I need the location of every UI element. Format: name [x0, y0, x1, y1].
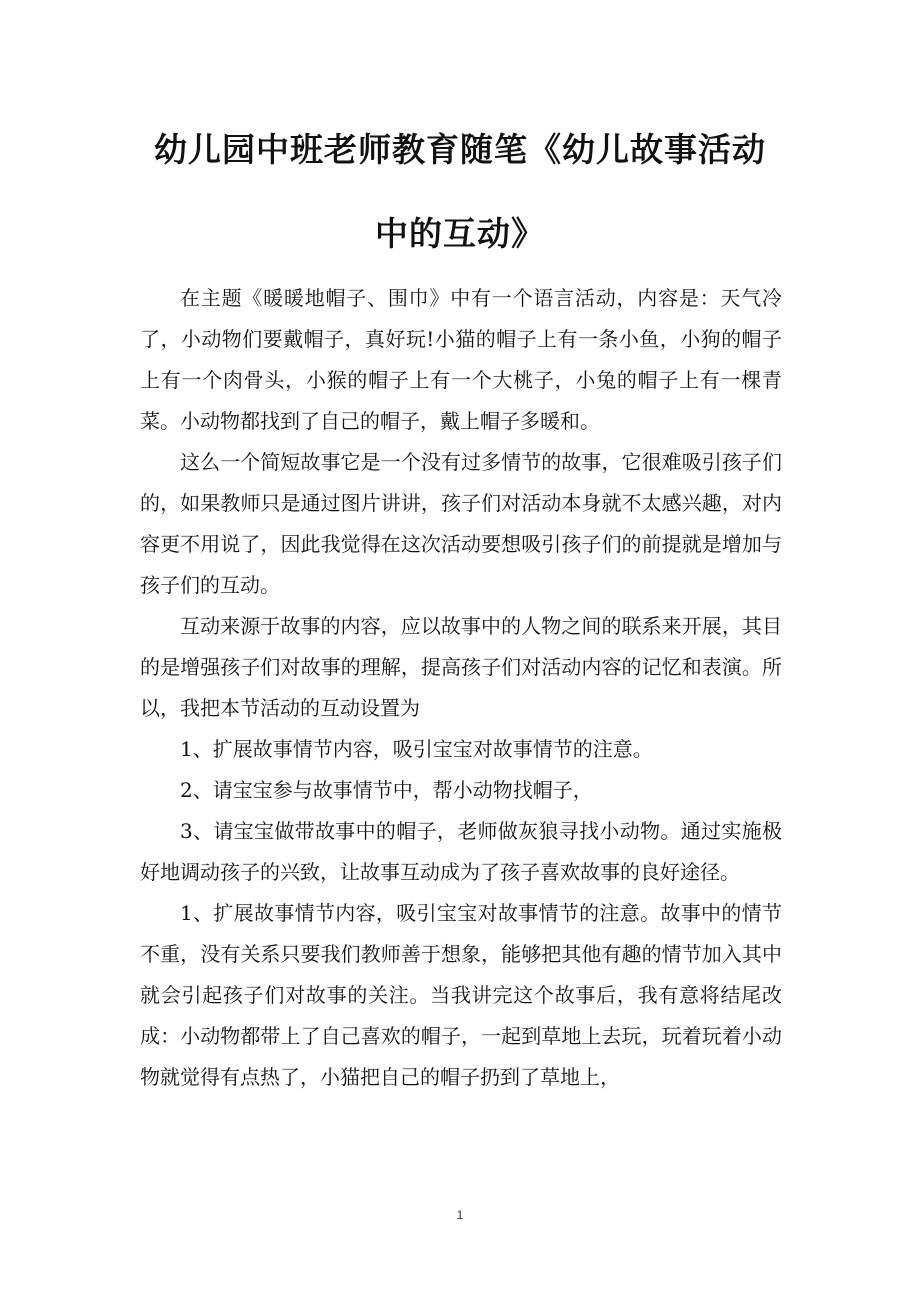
- paragraph-list-item-3: 3、请宝宝做带故事中的帽子，老师做灰狼寻找小动物。通过实施极好地调动孩子的兴致，让故事互动成为了孩子喜欢故事的良好途径。: [140, 819, 782, 884]
- document-body: [140, 278, 782, 1098]
- paragraph-expand-plot: 1、扩展故事情节内容，吸引宝宝对故事情节的注意。故事中的情节不重，没有关系只要我们教师善于想象，能够把其他有趣的情节加入其中就会引起孩子们对故事的关注。当我讲完这个故事后，我有意将结尾改成：小动物都带上了自己喜欢的帽子，一起到草地上去玩，玩着玩着小动物就觉得有点热了，小猫把自己的帽子扔到了草地上，: [140, 901, 782, 1089]
- document-title: 幼儿园中班老师教育随笔《幼儿故事活动中的互动》: [154, 130, 766, 253]
- paragraph-list-item-2: 2、请宝宝参与故事情节中，帮小动物找帽子，: [180, 778, 593, 802]
- paragraph-list-item-1: 1、扩展故事情节内容，吸引宝宝对故事情节的注意。: [180, 737, 653, 761]
- paragraph-interaction-source: 互动来源于故事的内容，应以故事中的人物之间的联系来开展，其目的是增强孩子们对故事的理解，提高孩子们对活动内容的记忆和表演。所以，我把本节活动的互动设置为: [140, 614, 782, 720]
- page-number: 1: [456, 1208, 464, 1222]
- paragraph-intro: 在主题《暖暖地帽子、围巾》中有一个语言活动，内容是：天气冷了，小动物们要戴帽子，真好玩!小猫的帽子上有一条小鱼，小狗的帽子上有一个肉骨头，小猴的帽子上有一个大桃子，小兔的帽子上有一棵青菜。小动物都找到了自己的帽子，戴上帽子多暖和。: [140, 286, 782, 433]
- paragraph-story-analysis: 这么一个简短故事它是一个没有过多情节的故事，它很难吸引孩子们的，如果教师只是通过图片讲讲，孩子们对活动本身就不太感兴趣，对内容更不用说了，因此我觉得在这次活动要想吸引孩子们的前提就是增加与孩子们的互动。: [140, 450, 782, 597]
